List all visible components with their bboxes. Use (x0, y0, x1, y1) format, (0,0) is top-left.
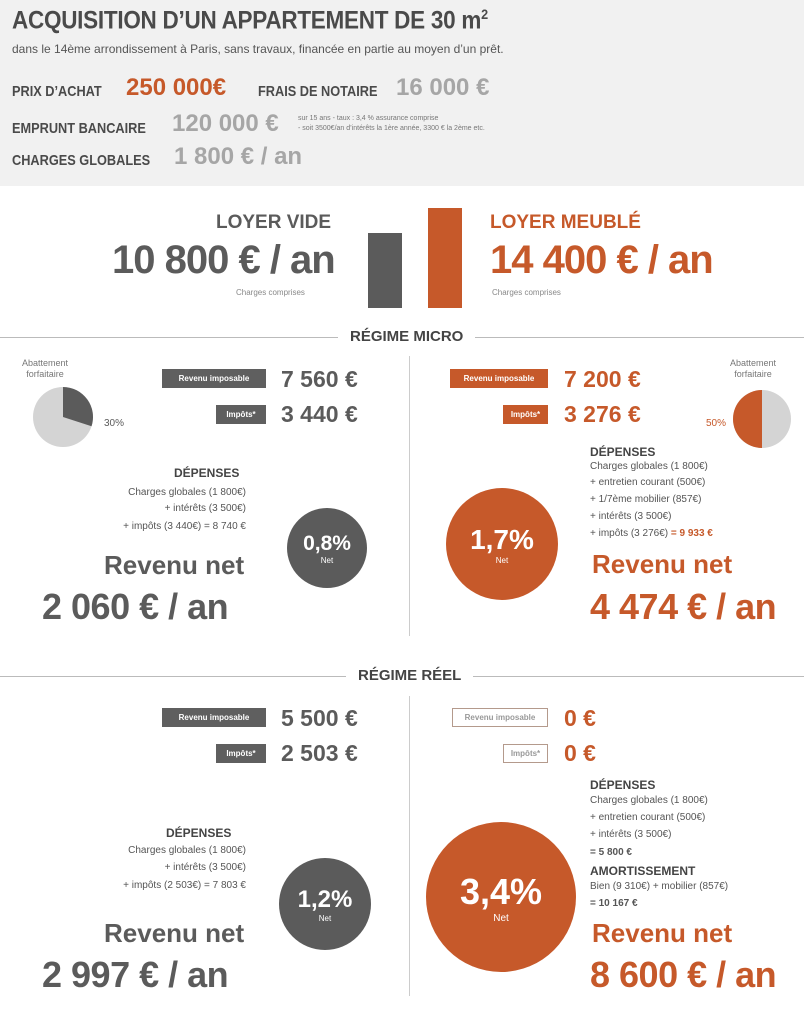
reel-right-dep-line: Charges globales (1 800€) (590, 795, 708, 806)
reel-right-net-pct: 3,4% (459, 870, 543, 912)
reel-right-impots-value: 0 € (564, 740, 596, 766)
micro-right-revenu-badge: Revenu imposable (450, 369, 548, 388)
micro-right-dep-line: + impôts (3 276€) = 9 933 € (590, 528, 713, 539)
loyer-meuble-amount: 14 400 € / an (490, 238, 713, 282)
prix-value: 250 000€ (126, 74, 227, 101)
micro-right-dep-total: = 9 933 € (670, 528, 713, 539)
reel-left-dep-line: + impôts (2 503€) = 7 803 € (123, 880, 246, 891)
micro-left-dep-line: Charges globales (1 800€) (128, 487, 246, 498)
reel-right-revenu-value: 0 € (564, 705, 596, 731)
micro-vertical-divider (409, 356, 410, 636)
micro-right-dep-line: Charges globales (1 800€) (590, 461, 708, 472)
micro-right-rev-label: Revenu net (592, 549, 733, 579)
micro-left-dep-title: DÉPENSES (174, 466, 240, 480)
micro-right-dep-line: + 1/7ème mobilier (857€) (590, 494, 702, 505)
micro-right-dep-title: DÉPENSES (590, 445, 656, 459)
charges-label: CHARGES GLOBALES (12, 152, 151, 169)
emprunt-value: 120 000 € (172, 110, 279, 137)
micro-right-net-pct: 1,7% (470, 523, 534, 555)
micro-left-net-label: Net (320, 555, 334, 565)
emprunt-note-2: - soit 3500€/an d’intérêts la 1ère année, 3300 € la 2ème etc. (298, 125, 485, 132)
micro-right-abatt-label: Abattement forfaitaire (730, 358, 777, 379)
micro-left-rev-label: Revenu net (104, 550, 245, 580)
micro-left-abatt-pct: 30% (104, 418, 125, 429)
reel-left-revenu-value: 5 500 € (281, 705, 358, 731)
micro-right-impots-value: 3 276 € (564, 401, 641, 427)
micro-right-abatt-pct: 50% (706, 418, 727, 429)
loyer-vide-label: LOYER VIDE (216, 212, 332, 233)
reel-title: RÉGIME RÉEL (346, 667, 473, 684)
loyer-meuble-note: Charges comprises (492, 288, 561, 297)
micro-left-pie-chart (32, 386, 94, 448)
reel-left-impots-value: 2 503 € (281, 740, 358, 766)
micro-left-abatt-label: Abattement forfaitaire (22, 358, 69, 379)
micro-right-dep-line: + entretien courant (500€) (590, 477, 706, 488)
loyer-vide-amount: 10 800 € / an (112, 238, 335, 282)
reel-left-rev-amount: 2 997 € / an (42, 954, 229, 995)
reel-right-net-circle (426, 822, 576, 972)
reel-right-rev-amount: 8 600 € / an (590, 954, 777, 995)
loyer-vide-note: Charges comprises (236, 288, 305, 297)
reel-left-net-circle (279, 858, 371, 950)
reel-left-dep-line: + intérêts (3 500€) (164, 862, 246, 873)
micro-right-impots-badge: Impôts* (503, 405, 548, 424)
charges-value: 1 800 € / an (174, 143, 303, 170)
loyer-vide-bar (368, 233, 402, 308)
frais-value: 16 000 € (396, 74, 490, 101)
micro-left-dep-line: + impôts (3 440€) = 8 740 € (123, 521, 246, 532)
micro-left-net-circle (287, 508, 367, 588)
reel-left-impots-badge: Impôts* (216, 744, 266, 763)
reel-right-dep-total: = 5 800 € (590, 847, 632, 858)
micro-left-revenu-badge: Revenu imposable (162, 369, 266, 388)
prix-label: PRIX D’ACHAT (12, 83, 102, 100)
reel-left-net-pct: 1,2% (297, 885, 353, 913)
micro-right-net-circle (446, 488, 558, 600)
reel-right-amort-line: Bien (9 310€) + mobilier (857€) (590, 881, 729, 892)
micro-left-dep-line: + intérêts (3 500€) (164, 503, 246, 514)
micro-title: RÉGIME MICRO (338, 328, 475, 345)
micro-left-rev-amount: 2 060 € / an (42, 586, 229, 627)
frais-label: FRAIS DE NOTAIRE (258, 83, 378, 100)
reel-right-dep-line: + intérêts (3 500€) (590, 829, 672, 840)
reel-right-net-label: Net (493, 912, 509, 924)
reel-right-dep-line: + entretien courant (500€) (590, 812, 706, 823)
reel-left-revenu-badge: Revenu imposable (162, 708, 266, 727)
micro-right-dep-line: + intérêts (3 500€) (590, 511, 672, 522)
micro-left-impots-badge: Impôts* (216, 405, 266, 424)
reel-vertical-divider (409, 696, 410, 996)
micro-right-pie-chart (732, 389, 792, 449)
micro-left-revenu-value: 7 560 € (281, 366, 358, 392)
reel-left-dep-line: Charges globales (1 800€) (128, 845, 246, 856)
loyer-meuble-label: LOYER MEUBLÉ (490, 212, 641, 233)
page-title: ACQUISITION D’UN APPARTEMENT DE 30 $m^2$ (12, 6, 488, 35)
reel-right-impots-badge: Impôts* (503, 744, 548, 763)
micro-left-net-pct: 0,8% (303, 531, 351, 555)
page-subtitle: dans le 14ème arrondissement à Paris, sans travaux, financée en partie au moyen d’un prêt. (12, 42, 504, 56)
reel-left-rev-label: Revenu net (104, 918, 245, 948)
reel-right-rev-label: Revenu net (592, 918, 733, 948)
loyer-meuble-bar (428, 208, 462, 308)
micro-right-rev-amount: 4 474 € / an (590, 586, 777, 627)
micro-right-revenu-value: 7 200 € (564, 366, 641, 392)
micro-left-impots-value: 3 440 € (281, 401, 358, 427)
emprunt-note-1: sur 15 ans - taux : 3,4 % assurance comprise (298, 115, 439, 122)
reel-right-dep-title: DÉPENSES (590, 778, 656, 792)
reel-right-amort-total: = 10 167 € (590, 898, 638, 909)
reel-left-net-label: Net (318, 913, 332, 923)
micro-right-net-label: Net (495, 555, 509, 565)
reel-right-revenu-badge: Revenu imposable (452, 708, 548, 727)
emprunt-label: EMPRUNT BANCAIRE (12, 120, 146, 137)
reel-left-dep-title: DÉPENSES (166, 826, 232, 840)
reel-right-amort-title: AMORTISSEMENT (590, 864, 696, 878)
pie-slice-abattement (733, 390, 762, 448)
